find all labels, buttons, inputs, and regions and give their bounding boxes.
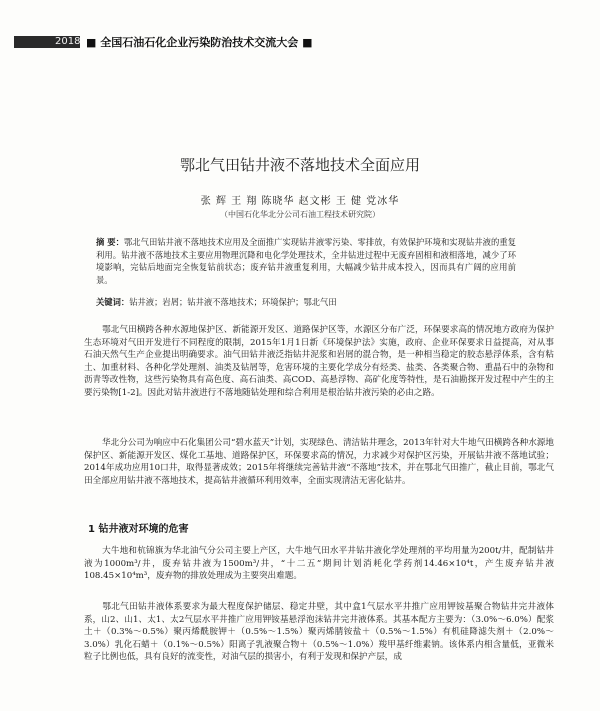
- section-heading-1: 1 钻井液对环境的危害: [88, 524, 189, 535]
- affiliation: （中国石化华北分公司石油工程技术研究院）: [220, 210, 380, 219]
- paragraph-1: 鄂北气田横跨各种水源地保护区、新能源开发区、道路保护区等，水源区分布广泛，环保要求高的情况地方政府为保护生态环境对气田开发进行不同程度的限制，2015年1月1日新《环境保护法》实施，政府、企业环保要求日益提高，对从事石油天然气生产企业提出明确要求。油气田钻井液泛指钻井泥浆和岩屑的混合物，是一种相当稳定的胶态悬浮体系，含有粘土、加重材料、各种化学处理剂、油类及钻屑等，危害环境的主要化学成分有烃类、盐类、各类聚合物、重晶石中的杂物和沥青等改性物，这些污染物具有高色度、高石油类、高COD、高悬浮物、高矿化度等特性，是石油勘探开发过程中产生的主要污染物[1-2]。因此对钻井液进行不落地随钻处理和综合利用是根治钻井液污染的必由之路。: [84, 325, 554, 398]
- keywords-text: 钻井液；岩屑；钻井液不落地技术；环境保护；鄂北气田: [129, 297, 337, 307]
- abstract-label: 摘 要：: [96, 237, 124, 247]
- authors: 张 辉 王 翔 陈晓华 赵文彬 王 健 党冰华: [200, 196, 400, 207]
- header-year: 2018: [55, 36, 81, 47]
- abstract-text: 鄂北气田钻井液不落地技术应用及全面推广实现钻井液零污染、零排放，有效保护环境和实现钻井液的重复利用。钻井液不落地技术主要应用物理沉降和电化学处理技术，全井钻进过程中无废弃固相和液相落地，减少了环境影响，完钻后地面完全恢复钻前状态；废弃钻井液重复利用，大幅减少钻井成本投入，因而具有广阔的应用前景。: [96, 237, 516, 285]
- paragraph-3: 大牛地和杭锦旗为华北油气分公司主要上产区，大牛地气田水平井钻井液化学处理剂的平均用量为200t/井，配制钻井液为1000m³/井，废弃钻井液为1500m³/井，“十二五”期间计划消耗化学药剂14.46×10⁴t，产生废弃钻井液108.45×10⁴m³，废弃物的排放处理成为主要突出难题。: [84, 546, 554, 582]
- conference-title: ■ 全国石油石化企业污染防治技术交流大会 ■: [86, 36, 313, 49]
- paragraph-4: 鄂北气田钻井液体系要求为最大程度保护储层、稳定井壁，其中盒1气层水平井推广应用钾铵基聚合物钻井完井液体系，山2、山1、太1、太2气层水平井推广应用钾铵基悬浮泡沫钻井完井液体系。其基本配方主要为：（3.0%～6.0%）配浆土＋（0.3%～0.5%）聚丙烯酰胺钾＋（0.5%～1.5%）聚丙烯腈铵盐＋（0.5%～1.5%）有机硅降滤失剂＋（2.0%～3.0%）乳化石蜡＋（0.1%～0.5%）阳离子乳液聚合物＋（0.5%～1.0%）羧甲基纤维素钠。该体系内相含量低，亚微米粒子比例也低，具有良好的流变性，对油气层的损害小，有利于发现和保护产层，成: [84, 602, 554, 663]
- paper-title: 鄂北气田钻井液不落地技术全面应用: [179, 156, 420, 174]
- keywords: [96, 296, 516, 308]
- abstract: [96, 236, 516, 286]
- paragraph-2: 华北分公司为响应中石化集团公司“碧水蓝天”计划，实现绿色、清洁钻井理念，2013年针对大牛地气田横跨各种水源地保护区、新能源开发区、煤化工基地、道路保护区，环保要求高的情况，力求减少对保护区污染，开展钻井液不落地试验；2014年成功应用10口井，取得显著成效；2015年将继续完善钻井液“不落地”技术，并在鄂北气田推广，截止目前，鄂北气田全部应用钻井液不落地技术，提高钻井液循环利用效率，全面实现清洁无害化钻井。: [84, 438, 554, 486]
- keywords-label: 关键词：: [96, 297, 130, 307]
